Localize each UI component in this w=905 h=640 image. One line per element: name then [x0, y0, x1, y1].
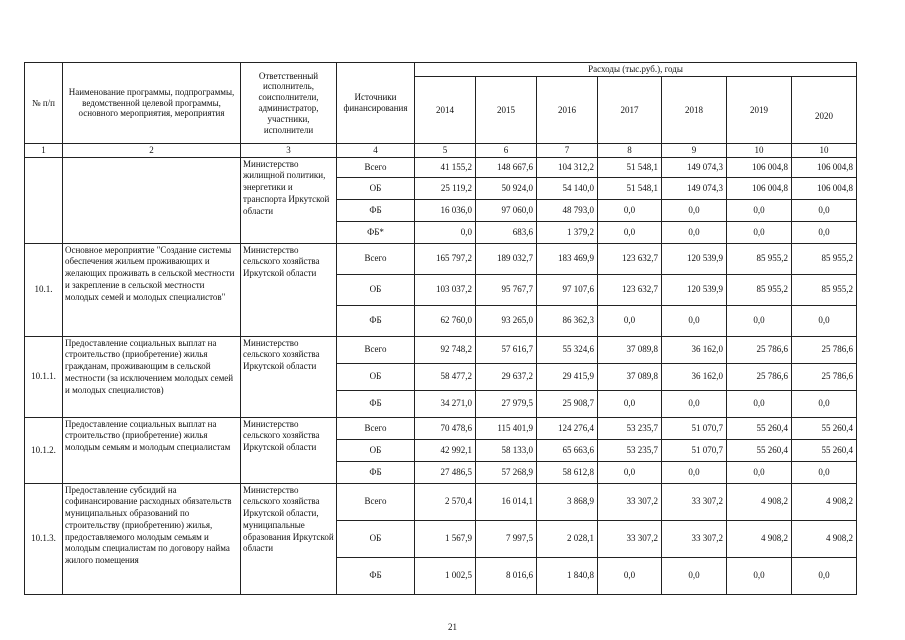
amount-cell: 149 074,3 — [662, 157, 727, 177]
amount-cell: 165 797,2 — [415, 243, 476, 274]
page-number: 21 — [448, 622, 457, 632]
index-cell: 3 — [241, 144, 337, 158]
amount-cell: 29 415,9 — [537, 363, 598, 390]
amount-cell: 58 477,2 — [415, 363, 476, 390]
amount-cell: 85 955,2 — [792, 243, 857, 274]
year-2015: 2015 — [476, 76, 537, 143]
amount-cell: 106 004,8 — [727, 177, 792, 199]
funding-source: ОБ — [337, 177, 415, 199]
amount-cell: 27 486,5 — [415, 461, 476, 483]
header-num: № п/п — [25, 63, 63, 144]
index-cell: 7 — [537, 144, 598, 158]
amount-cell: 123 632,7 — [598, 243, 662, 274]
header-expenses: Расходы (тыс.руб.), годы — [415, 63, 857, 77]
amount-cell: 85 955,2 — [792, 274, 857, 305]
amount-cell: 4 908,2 — [727, 483, 792, 520]
amount-cell: 149 074,3 — [662, 177, 727, 199]
index-cell: 5 — [415, 144, 476, 158]
amount-cell: 0,0 — [727, 390, 792, 417]
amount-cell: 2 028,1 — [537, 520, 598, 557]
funding-source: Всего — [337, 417, 415, 439]
amount-cell: 51 070,7 — [662, 417, 727, 439]
amount-cell: 0,0 — [792, 221, 857, 243]
amount-cell: 65 663,6 — [537, 439, 598, 461]
table-row — [25, 483, 857, 520]
funding-source: ОБ — [337, 520, 415, 557]
amount-cell: 0,0 — [727, 199, 792, 221]
amount-cell: 0,0 — [598, 461, 662, 483]
amount-cell: 0,0 — [727, 461, 792, 483]
table-row — [25, 157, 857, 177]
amount-cell: 0,0 — [662, 305, 727, 336]
amount-cell: 57 268,9 — [476, 461, 537, 483]
row-number — [25, 157, 63, 243]
index-cell: 8 — [598, 144, 662, 158]
funding-source: ОБ — [337, 439, 415, 461]
index-cell: 4 — [337, 144, 415, 158]
amount-cell: 1 840,8 — [537, 557, 598, 594]
amount-cell: 25 786,6 — [727, 336, 792, 363]
amount-cell: 3 868,9 — [537, 483, 598, 520]
amount-cell: 55 260,4 — [727, 439, 792, 461]
amount-cell: 36 162,0 — [662, 336, 727, 363]
year-2014: 2014 — [415, 76, 476, 143]
amount-cell: 41 155,2 — [415, 157, 476, 177]
amount-cell: 124 276,4 — [537, 417, 598, 439]
amount-cell: 0,0 — [727, 305, 792, 336]
header-source: Источники финансирования — [337, 63, 415, 144]
amount-cell: 16 036,0 — [415, 199, 476, 221]
index-cell: 10 — [727, 144, 792, 158]
amount-cell: 0,0 — [792, 305, 857, 336]
header-name: Наименование программы, подпрограммы, ведомственной целевой программы, основного мероприятия, мероприятия — [63, 63, 241, 144]
amount-cell: 0,0 — [598, 305, 662, 336]
amount-cell: 103 037,2 — [415, 274, 476, 305]
row-number: 10.1.2. — [25, 417, 63, 483]
program-name — [63, 157, 241, 243]
amount-cell: 33 307,2 — [598, 520, 662, 557]
amount-cell: 55 324,6 — [537, 336, 598, 363]
funding-source: Всего — [337, 483, 415, 520]
table-row — [25, 336, 857, 363]
amount-cell: 25 786,6 — [792, 363, 857, 390]
amount-cell: 0,0 — [598, 390, 662, 417]
amount-cell: 57 616,7 — [476, 336, 537, 363]
amount-cell: 33 307,2 — [662, 483, 727, 520]
amount-cell: 0,0 — [662, 461, 727, 483]
amount-cell: 37 089,8 — [598, 336, 662, 363]
row-number: 10.1. — [25, 243, 63, 336]
responsible-executor: Министерство сельского хозяйства Иркутской области — [241, 336, 337, 417]
amount-cell: 0,0 — [598, 557, 662, 594]
amount-cell: 106 004,8 — [727, 157, 792, 177]
amount-cell: 58 612,8 — [537, 461, 598, 483]
financing-table — [24, 62, 857, 595]
program-name: Основное мероприятие "Создание системы обеспечения жильем проживающих и желающих проживать в сельской местности и закрепление в сельской местности молодых семей и молодых специалистов" — [63, 243, 241, 336]
funding-source: ФБ — [337, 461, 415, 483]
amount-cell: 51 548,1 — [598, 157, 662, 177]
amount-cell: 148 667,6 — [476, 157, 537, 177]
amount-cell: 85 955,2 — [727, 243, 792, 274]
amount-cell: 0,0 — [662, 199, 727, 221]
year-2019: 2019 — [727, 76, 792, 143]
amount-cell: 16 014,1 — [476, 483, 537, 520]
amount-cell: 51 070,7 — [662, 439, 727, 461]
index-cell: 9 — [662, 144, 727, 158]
funding-source: ФБ — [337, 305, 415, 336]
index-cell: 2 — [63, 144, 241, 158]
amount-cell: 55 260,4 — [792, 439, 857, 461]
funding-source: Всего — [337, 243, 415, 274]
amount-cell: 29 637,2 — [476, 363, 537, 390]
row-number: 10.1.1. — [25, 336, 63, 417]
amount-cell: 70 478,6 — [415, 417, 476, 439]
funding-source: ФБ — [337, 557, 415, 594]
funding-source: ФБ — [337, 390, 415, 417]
amount-cell: 0,0 — [415, 221, 476, 243]
program-name: Предоставление субсидий на софинансирование расходных обязательств муниципальных образований по строительству (приобретению) жилья, предоставляемого молодым семьям и молодым специалистам по договору найма жилого помещения — [63, 483, 241, 594]
funding-source: ФБ — [337, 199, 415, 221]
amount-cell: 50 924,0 — [476, 177, 537, 199]
amount-cell: 33 307,2 — [662, 520, 727, 557]
amount-cell: 4 908,2 — [727, 520, 792, 557]
amount-cell: 48 793,0 — [537, 199, 598, 221]
amount-cell: 25 908,7 — [537, 390, 598, 417]
amount-cell: 683,6 — [476, 221, 537, 243]
funding-source: ФБ* — [337, 221, 415, 243]
table-row — [25, 417, 857, 439]
amount-cell: 97 060,0 — [476, 199, 537, 221]
funding-source: Всего — [337, 336, 415, 363]
table-row — [25, 243, 857, 274]
amount-cell: 0,0 — [662, 221, 727, 243]
amount-cell: 0,0 — [727, 557, 792, 594]
amount-cell: 53 235,7 — [598, 417, 662, 439]
amount-cell: 93 265,0 — [476, 305, 537, 336]
amount-cell: 0,0 — [792, 390, 857, 417]
amount-cell: 86 362,3 — [537, 305, 598, 336]
funding-source: ОБ — [337, 363, 415, 390]
year-2018: 2018 — [662, 76, 727, 143]
amount-cell: 4 908,2 — [792, 520, 857, 557]
amount-cell: 0,0 — [727, 221, 792, 243]
header-responsible: Ответственный исполнитель, соисполнители, администратор, участники, исполнители — [241, 63, 337, 144]
amount-cell: 0,0 — [792, 461, 857, 483]
amount-cell: 8 016,6 — [476, 557, 537, 594]
amount-cell: 1 379,2 — [537, 221, 598, 243]
amount-cell: 0,0 — [598, 221, 662, 243]
amount-cell: 25 786,6 — [727, 363, 792, 390]
amount-cell: 120 539,9 — [662, 274, 727, 305]
year-2016: 2016 — [537, 76, 598, 143]
amount-cell: 51 548,1 — [598, 177, 662, 199]
index-cell: 6 — [476, 144, 537, 158]
responsible-executor: Министерство жилищной политики, энергетики и транспорта Иркутской области — [241, 157, 337, 243]
amount-cell: 53 235,7 — [598, 439, 662, 461]
amount-cell: 58 133,0 — [476, 439, 537, 461]
amount-cell: 4 908,2 — [792, 483, 857, 520]
amount-cell: 123 632,7 — [598, 274, 662, 305]
amount-cell: 0,0 — [662, 557, 727, 594]
amount-cell: 37 089,8 — [598, 363, 662, 390]
amount-cell: 189 032,7 — [476, 243, 537, 274]
amount-cell: 7 997,5 — [476, 520, 537, 557]
program-name: Предоставление социальных выплат на строительство (приобретение) жилья молодым семьям и молодым специалистам — [63, 417, 241, 483]
row-number: 10.1.3. — [25, 483, 63, 594]
amount-cell: 0,0 — [792, 557, 857, 594]
amount-cell: 0,0 — [598, 199, 662, 221]
amount-cell: 0,0 — [792, 199, 857, 221]
amount-cell: 55 260,4 — [792, 417, 857, 439]
amount-cell: 183 469,9 — [537, 243, 598, 274]
column-index-row — [25, 144, 857, 158]
amount-cell: 62 760,0 — [415, 305, 476, 336]
amount-cell: 36 162,0 — [662, 363, 727, 390]
amount-cell: 85 955,2 — [727, 274, 792, 305]
amount-cell: 92 748,2 — [415, 336, 476, 363]
funding-source: ОБ — [337, 274, 415, 305]
amount-cell: 1 002,5 — [415, 557, 476, 594]
program-name: Предоставление социальных выплат на строительство (приобретение) жилья гражданам, проживающим в сельской местности (за исключением молодых семей и молодых специалистов) — [63, 336, 241, 417]
amount-cell: 25 119,2 — [415, 177, 476, 199]
responsible-executor: Министерство сельского хозяйства Иркутской области — [241, 417, 337, 483]
amount-cell: 2 570,4 — [415, 483, 476, 520]
amount-cell: 106 004,8 — [792, 177, 857, 199]
amount-cell: 106 004,8 — [792, 157, 857, 177]
amount-cell: 33 307,2 — [598, 483, 662, 520]
amount-cell: 54 140,0 — [537, 177, 598, 199]
responsible-executor: Министерство сельского хозяйства Иркутской области, муниципальные образования Иркутской области — [241, 483, 337, 594]
amount-cell: 1 567,9 — [415, 520, 476, 557]
amount-cell: 27 979,5 — [476, 390, 537, 417]
amount-cell: 95 767,7 — [476, 274, 537, 305]
responsible-executor: Министерство сельского хозяйства Иркутской области — [241, 243, 337, 336]
amount-cell: 34 271,0 — [415, 390, 476, 417]
amount-cell: 97 107,6 — [537, 274, 598, 305]
amount-cell: 0,0 — [662, 390, 727, 417]
index-cell: 1 — [25, 144, 63, 158]
amount-cell: 25 786,6 — [792, 336, 857, 363]
funding-source: Всего — [337, 157, 415, 177]
header-row-1 — [25, 63, 857, 77]
amount-cell: 104 312,2 — [537, 157, 598, 177]
index-cell: 10 — [792, 144, 857, 158]
amount-cell: 42 992,1 — [415, 439, 476, 461]
amount-cell: 55 260,4 — [727, 417, 792, 439]
year-2017: 2017 — [598, 76, 662, 143]
amount-cell: 120 539,9 — [662, 243, 727, 274]
amount-cell: 115 401,9 — [476, 417, 537, 439]
year-2020: 2020 — [792, 76, 857, 143]
